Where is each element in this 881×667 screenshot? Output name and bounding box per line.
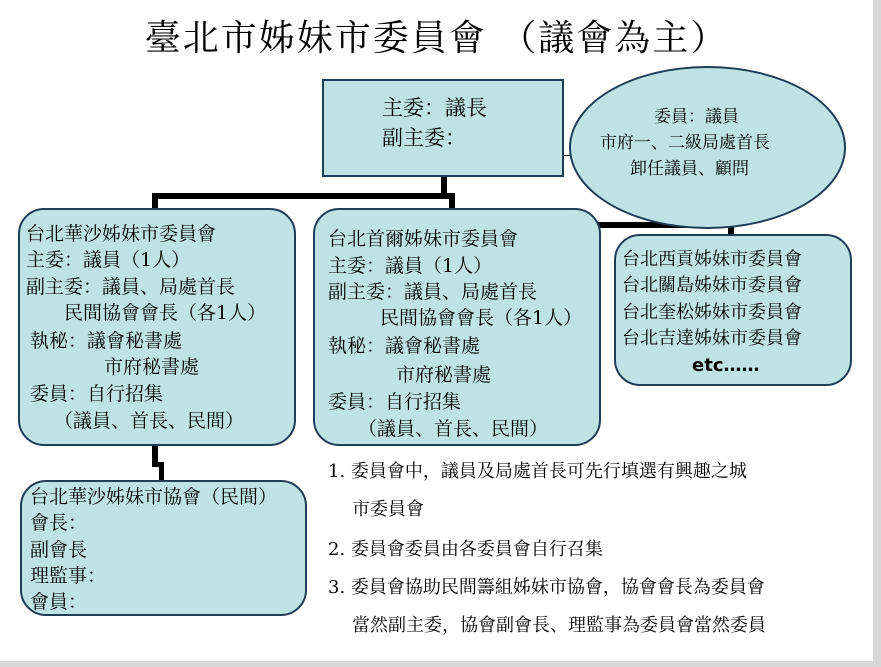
other-line-2: 台北關島姊妹市委員會 <box>622 275 802 296</box>
seoul-line-2: 主委：議員（1人） <box>328 255 493 277</box>
seoul-line-1: 台北首爾姊妹市委員會 <box>328 228 519 250</box>
warsaw-line-3: 副主委：議員、局處首長 <box>26 276 236 298</box>
note-3: 3. 委員會協助民間籌組姊妹市協會，協會會長為委員會 <box>328 577 765 598</box>
association-line-2: 會長： <box>30 512 88 534</box>
page-title: 臺北市姊妹市委員會 （議會為主） <box>144 18 729 59</box>
chair-line: 主委：議長 <box>382 96 487 120</box>
oval-line-3: 卸任議員、顧問 <box>630 159 749 179</box>
warsaw-line-1: 台北華沙姊妹市委員會 <box>26 223 217 245</box>
connector-association-v2 <box>159 462 164 481</box>
connector-horizontal <box>152 193 454 199</box>
warsaw-line-2: 主委：議員（1人） <box>26 249 191 271</box>
warsaw-line-7: 委員：自行招集 <box>30 383 164 405</box>
association-line-4: 理監事： <box>30 565 107 587</box>
seoul-line-8: （議員、首長、民間） <box>358 418 549 440</box>
other-line-4: 台北吉達姊妹市委員會 <box>622 328 802 349</box>
note-2: 2. 委員會委員由各委員會自行召集 <box>328 539 603 560</box>
seoul-line-3: 副主委：議員、局處首長 <box>328 281 538 303</box>
association-line-5: 會員： <box>30 591 88 613</box>
other-line-5: etc…… <box>692 355 760 376</box>
warsaw-line-4: 民間協會會長（各1人） <box>64 302 267 324</box>
vice-chair-line: 副主委： <box>382 126 466 150</box>
other-line-1: 台北西貢姊妹市委員會 <box>622 249 802 270</box>
warsaw-line-6: 市府秘書處 <box>104 356 200 378</box>
note-1-cont: 市委員會 <box>352 499 424 520</box>
warsaw-line-8: （議員、首長、民間） <box>54 410 245 432</box>
association-line-3: 副會長 <box>30 539 88 561</box>
other-line-3: 台北奎松姊妹市委員會 <box>622 302 802 323</box>
warsaw-line-5: 執秘：議會秘書處 <box>30 330 183 352</box>
note-3-cont: 當然副主委，協會副會長、理監事為委員會當然委員 <box>352 615 766 636</box>
oval-line-1: 委員：議員 <box>654 107 739 127</box>
seoul-line-7: 委員：自行招集 <box>328 391 462 413</box>
seoul-line-6: 市府秘書處 <box>396 364 492 386</box>
seoul-line-5: 執秘：議會秘書處 <box>328 335 481 357</box>
oval-line-2: 市府一、二級局處首長 <box>600 133 770 153</box>
seoul-line-4: 民間協會會長（各1人） <box>380 307 583 329</box>
association-line-1: 台北華沙姊妹市協會（民間） <box>30 486 278 508</box>
note-1: 1. 委員會中，議員及局處首長可先行填選有興趣之城 <box>328 461 747 482</box>
